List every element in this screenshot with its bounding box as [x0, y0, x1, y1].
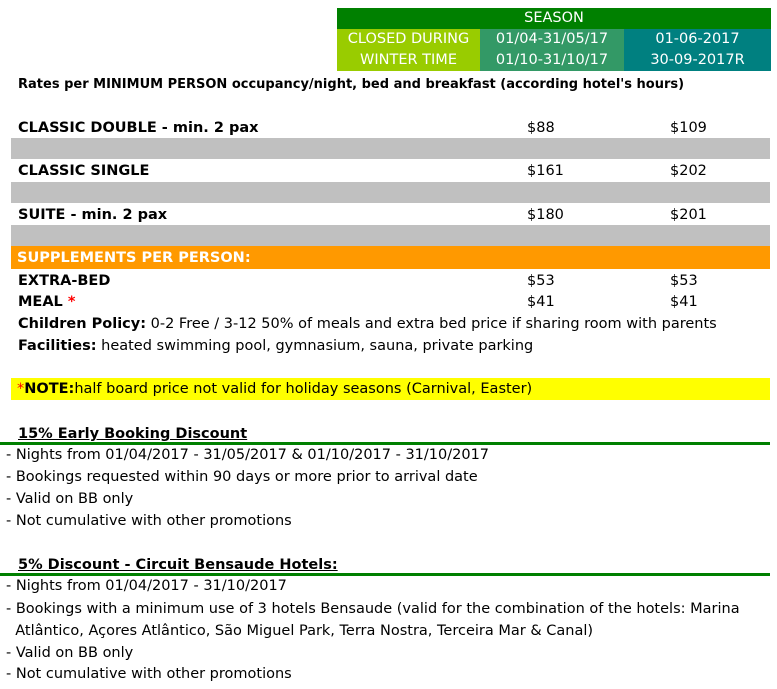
room-price-low: $180 [527, 207, 564, 223]
list-item: - Valid on BB only [6, 491, 134, 507]
note-banner: * NOTE: half board price not valid for holiday seasons (Carnival, Easter) [11, 378, 770, 400]
list-item: - Valid on BB only [6, 645, 134, 661]
room-name: CLASSIC DOUBLE - min. 2 pax [18, 120, 259, 136]
row-separator [11, 138, 770, 159]
list-item: - Nights from 01/04/2017 - 31/05/2017 & 01/10/2017 - 31/10/2017 [6, 447, 490, 463]
room-price-low: $88 [527, 120, 555, 136]
list-item: - Nights from 01/04/2017 - 31/10/2017 [6, 578, 287, 594]
early-booking-title: 15% Early Booking Discount [18, 426, 248, 442]
list-item: - Bookings requested within 90 days or more prior to arrival date [6, 469, 478, 485]
list-item: - Not cumulative with other promotions [6, 513, 292, 529]
room-name: SUITE - min. 2 pax [18, 207, 168, 223]
room-price-high: $202 [670, 163, 707, 179]
room-price-high: $201 [670, 207, 707, 223]
supplement-price-high: $41 [670, 294, 698, 310]
high-season-dates-1: 01-06-2017 [624, 29, 771, 50]
supplements-header: SUPPLEMENTS PER PERSON: [11, 246, 770, 269]
children-policy: Children Policy: 0-2 Free / 3-12 50% of meals and extra bed price if sharing room with parents [18, 316, 717, 332]
asterisk-mark: * [67, 294, 76, 310]
supplement-price-low: $53 [527, 273, 555, 289]
room-price-high: $109 [670, 120, 707, 136]
supplement-name: MEAL * [18, 294, 76, 310]
supplement-price-low: $41 [527, 294, 555, 310]
row-separator [11, 225, 770, 246]
circuit-discount-title: 5% Discount - Circuit Bensaude Hotels: [18, 557, 338, 573]
low-season-dates-2: 01/10-31/10/17 [480, 50, 624, 71]
supplement-name: EXTRA-BED [18, 273, 111, 289]
closed-label-line2: WINTER TIME [337, 50, 480, 71]
row-separator [11, 182, 770, 203]
closed-label-line1: CLOSED DURING [337, 29, 480, 50]
section-divider [0, 573, 770, 576]
low-season-dates-1: 01/04-31/05/17 [480, 29, 624, 50]
room-name: CLASSIC SINGLE [18, 163, 150, 179]
section-divider [0, 442, 770, 445]
rates-intro: Rates per MINIMUM PERSON occupancy/night, bed and breakfast (according hotel's hours) [18, 77, 685, 92]
list-item: Atlântico, Açores Atlântico, São Miguel Park, Terra Nostra, Terceira Mar & Canal) [6, 623, 594, 639]
facilities: Facilities: heated swimming pool, gymnasium, sauna, private parking [18, 338, 534, 354]
list-item: - Not cumulative with other promotions [6, 666, 292, 682]
season-header: SEASON [337, 8, 771, 29]
list-item: - Bookings with a minimum use of 3 hotels Bensaude (valid for the combination of the hotels: Marina [6, 601, 740, 617]
high-season-dates-2: 30-09-2017R [624, 50, 771, 71]
room-price-low: $161 [527, 163, 564, 179]
supplement-price-high: $53 [670, 273, 698, 289]
